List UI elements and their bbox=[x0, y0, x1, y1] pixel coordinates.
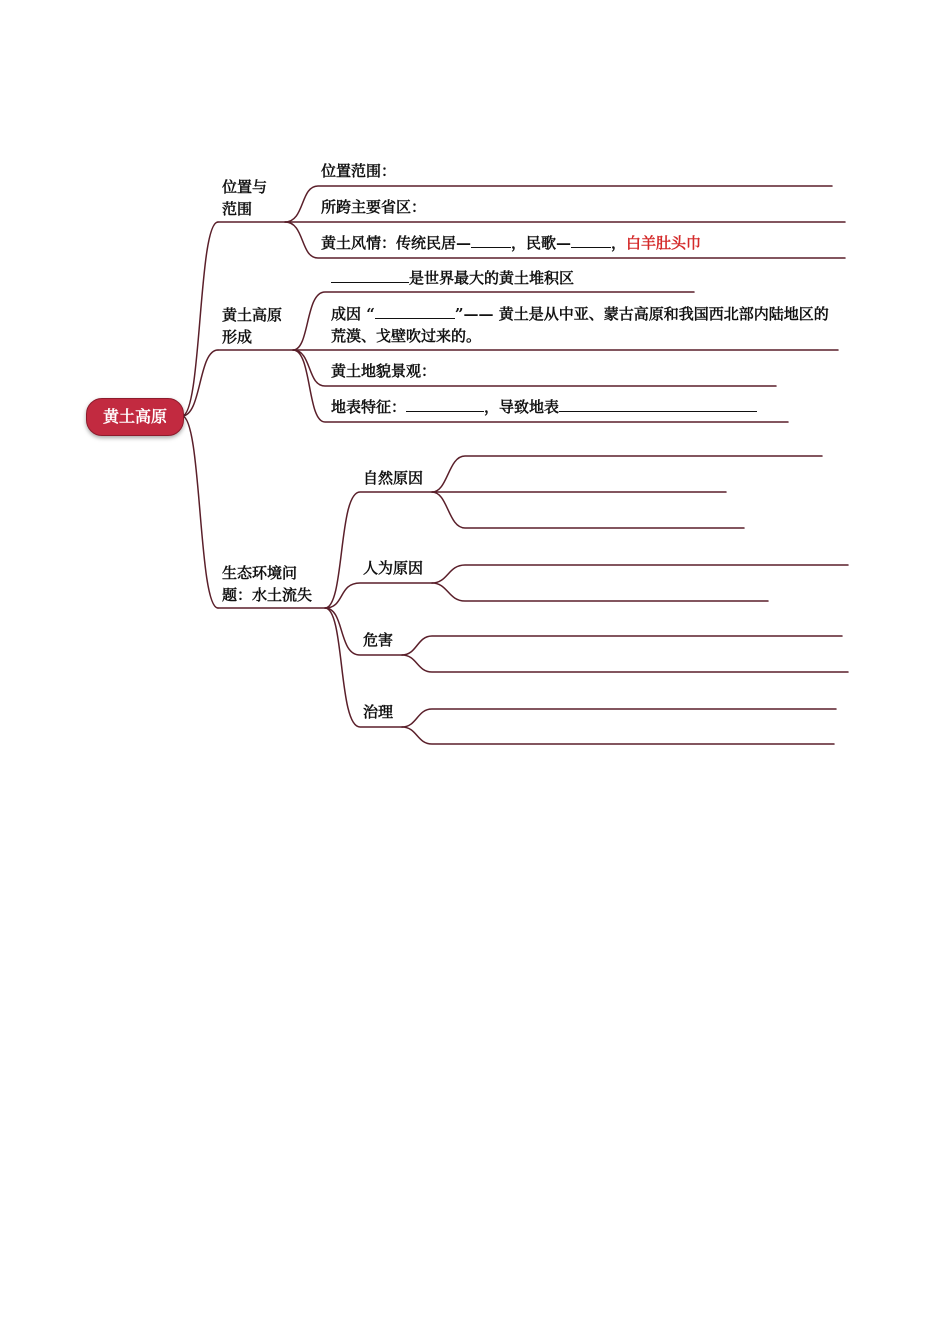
location-item-3-part-b: ，民歌— bbox=[511, 234, 572, 252]
location-item-3-part-a: 黄土风情：传统民居— bbox=[321, 234, 472, 252]
formation-item-4-part-b: ，导致地表 bbox=[484, 398, 560, 416]
formation-item-3: 黄土地貌景观： bbox=[331, 362, 437, 380]
blank-field bbox=[406, 396, 484, 412]
section-formation-label: 黄土高原 形成 bbox=[222, 306, 283, 346]
ecology-child-harm: 危害 bbox=[363, 631, 394, 649]
blank-field bbox=[559, 396, 757, 412]
formation-item-2-part-a: 成因 “ bbox=[331, 305, 375, 323]
ecology-child-human: 人为原因 bbox=[363, 559, 424, 577]
blank-field bbox=[471, 232, 511, 248]
formation-item-2 bbox=[331, 303, 831, 347]
formation-item-4-part-a: 地表特征： bbox=[331, 398, 407, 416]
section-location-label: 位置与 范围 bbox=[222, 178, 268, 218]
formation-item-4 bbox=[331, 396, 757, 418]
location-item-3 bbox=[321, 232, 701, 254]
highlight-text: 白羊肚头巾 bbox=[626, 234, 702, 252]
blank-natural-1 bbox=[432, 456, 822, 492]
section-ecology-label: 生态环境问 题：水土流失 bbox=[222, 564, 313, 604]
connector-ecology-human bbox=[325, 583, 432, 608]
formation-item-2-part-b: ”—— 黄土是从中亚、蒙古高原和我国西北部内陆地区的荒漠、戈壁吹过来的。 bbox=[331, 305, 829, 345]
blank-natural-3 bbox=[432, 492, 744, 528]
blank-field bbox=[375, 303, 455, 319]
blank-field bbox=[571, 232, 611, 248]
blank-field bbox=[331, 267, 409, 283]
location-item-3-part-c: ， bbox=[611, 234, 627, 252]
connector-root-formation bbox=[182, 350, 218, 416]
root-node: 黄土高原 bbox=[86, 398, 184, 436]
formation-item-1 bbox=[331, 267, 574, 289]
blank-governance-2 bbox=[402, 727, 834, 744]
blank-harm-2 bbox=[402, 655, 848, 672]
blank-harm-1 bbox=[402, 636, 842, 655]
ecology-child-natural: 自然原因 bbox=[363, 469, 424, 487]
formation-item-1-text: 是世界最大的黄土堆积区 bbox=[409, 269, 575, 287]
location-item-2: 所跨主要省区： bbox=[321, 198, 427, 216]
location-item-1: 位置范围： bbox=[321, 162, 397, 180]
ecology-child-governance: 治理 bbox=[363, 703, 394, 721]
connector-ecology-natural bbox=[325, 492, 432, 608]
connector-root-location bbox=[182, 222, 218, 416]
blank-human-1 bbox=[432, 565, 848, 583]
blank-human-2 bbox=[432, 583, 768, 601]
blank-governance-1 bbox=[402, 709, 836, 727]
connector-root-ecology bbox=[182, 416, 218, 608]
